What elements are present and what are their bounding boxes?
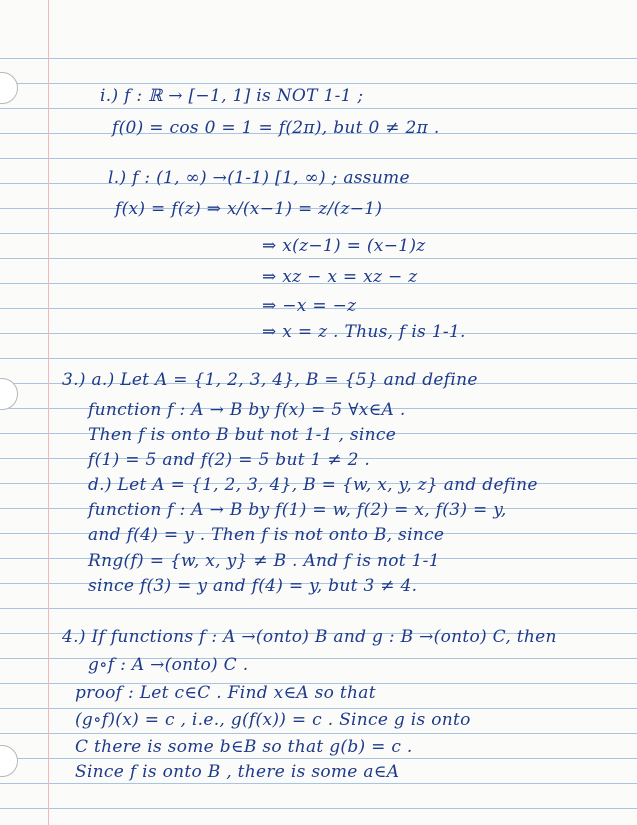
text-line-5: ⇒ x(z−1) = (x−1)z: [262, 236, 426, 256]
text-line-13: d.) Let A = {1, 2, 3, 4}, B = {w, x, y, z} and define: [88, 475, 538, 495]
ruled-line: [0, 758, 637, 759]
text-line-9: 3.) a.) Let A = {1, 2, 3, 4}, B = {5} and define: [62, 370, 478, 390]
text-line-18: 4.) If functions f : A →(onto) B and g : B →(onto) C, then: [62, 627, 557, 647]
ruled-line: [0, 58, 637, 59]
text-line-3: l.) f : (1, ∞) →(1-1) [1, ∞) ; assume: [108, 168, 410, 188]
ruled-line: [0, 233, 637, 234]
text-line-1: i.) f : ℝ → [−1, 1] is NOT 1-1 ;: [100, 86, 364, 106]
text-line-19: g∘f : A →(onto) C .: [88, 655, 249, 675]
text-line-8: ⇒ x = z . Thus, f is 1-1.: [262, 322, 466, 342]
text-line-20: proof : Let c∈C . Find x∈A so that: [75, 683, 376, 703]
text-line-15: and f(4) = y . Then f is not onto B, since: [88, 525, 445, 545]
ruled-line: [0, 83, 637, 84]
ruled-line: [0, 158, 637, 159]
binder-hole: [0, 745, 18, 777]
text-line-6: ⇒ xz − x = xz − z: [262, 267, 418, 287]
ruled-line: [0, 108, 637, 109]
text-line-21: (g∘f)(x) = c , i.e., g(f(x)) = c . Since g is onto: [75, 710, 471, 730]
ruled-line: [0, 808, 637, 809]
ruled-line: [0, 708, 637, 709]
text-line-22: C there is some b∈B so that g(b) = c .: [75, 737, 413, 757]
ruled-line: [0, 783, 637, 784]
text-line-17: since f(3) = y and f(4) = y, but 3 ≠ 4.: [88, 576, 418, 596]
margin-line: [48, 0, 49, 825]
ruled-line: [0, 733, 637, 734]
text-line-11: Then f is onto B but not 1-1 , since: [88, 425, 397, 445]
ruled-line: [0, 258, 637, 259]
text-line-12: f(1) = 5 and f(2) = 5 but 1 ≠ 2 .: [88, 450, 371, 470]
ruled-line: [0, 358, 637, 359]
text-line-23: Since f is onto B , there is some a∈A: [75, 762, 400, 782]
text-line-16: Rng(f) = {w, x, y} ≠ B . And f is not 1-1: [88, 551, 440, 571]
ruled-line: [0, 608, 637, 609]
text-line-10: function f : A → B by f(x) = 5 ∀x∈A .: [88, 400, 406, 420]
binder-hole: [0, 72, 18, 104]
text-line-2: f(0) = cos 0 = 1 = f(2π), but 0 ≠ 2π .: [112, 118, 440, 138]
text-line-4: f(x) = f(z) ⇒ x/(x−1) = z/(z−1): [115, 199, 383, 219]
text-line-14: function f : A → B by f(1) = w, f(2) = x, f(3) = y,: [88, 500, 507, 520]
text-line-7: ⇒ −x = −z: [262, 296, 357, 316]
